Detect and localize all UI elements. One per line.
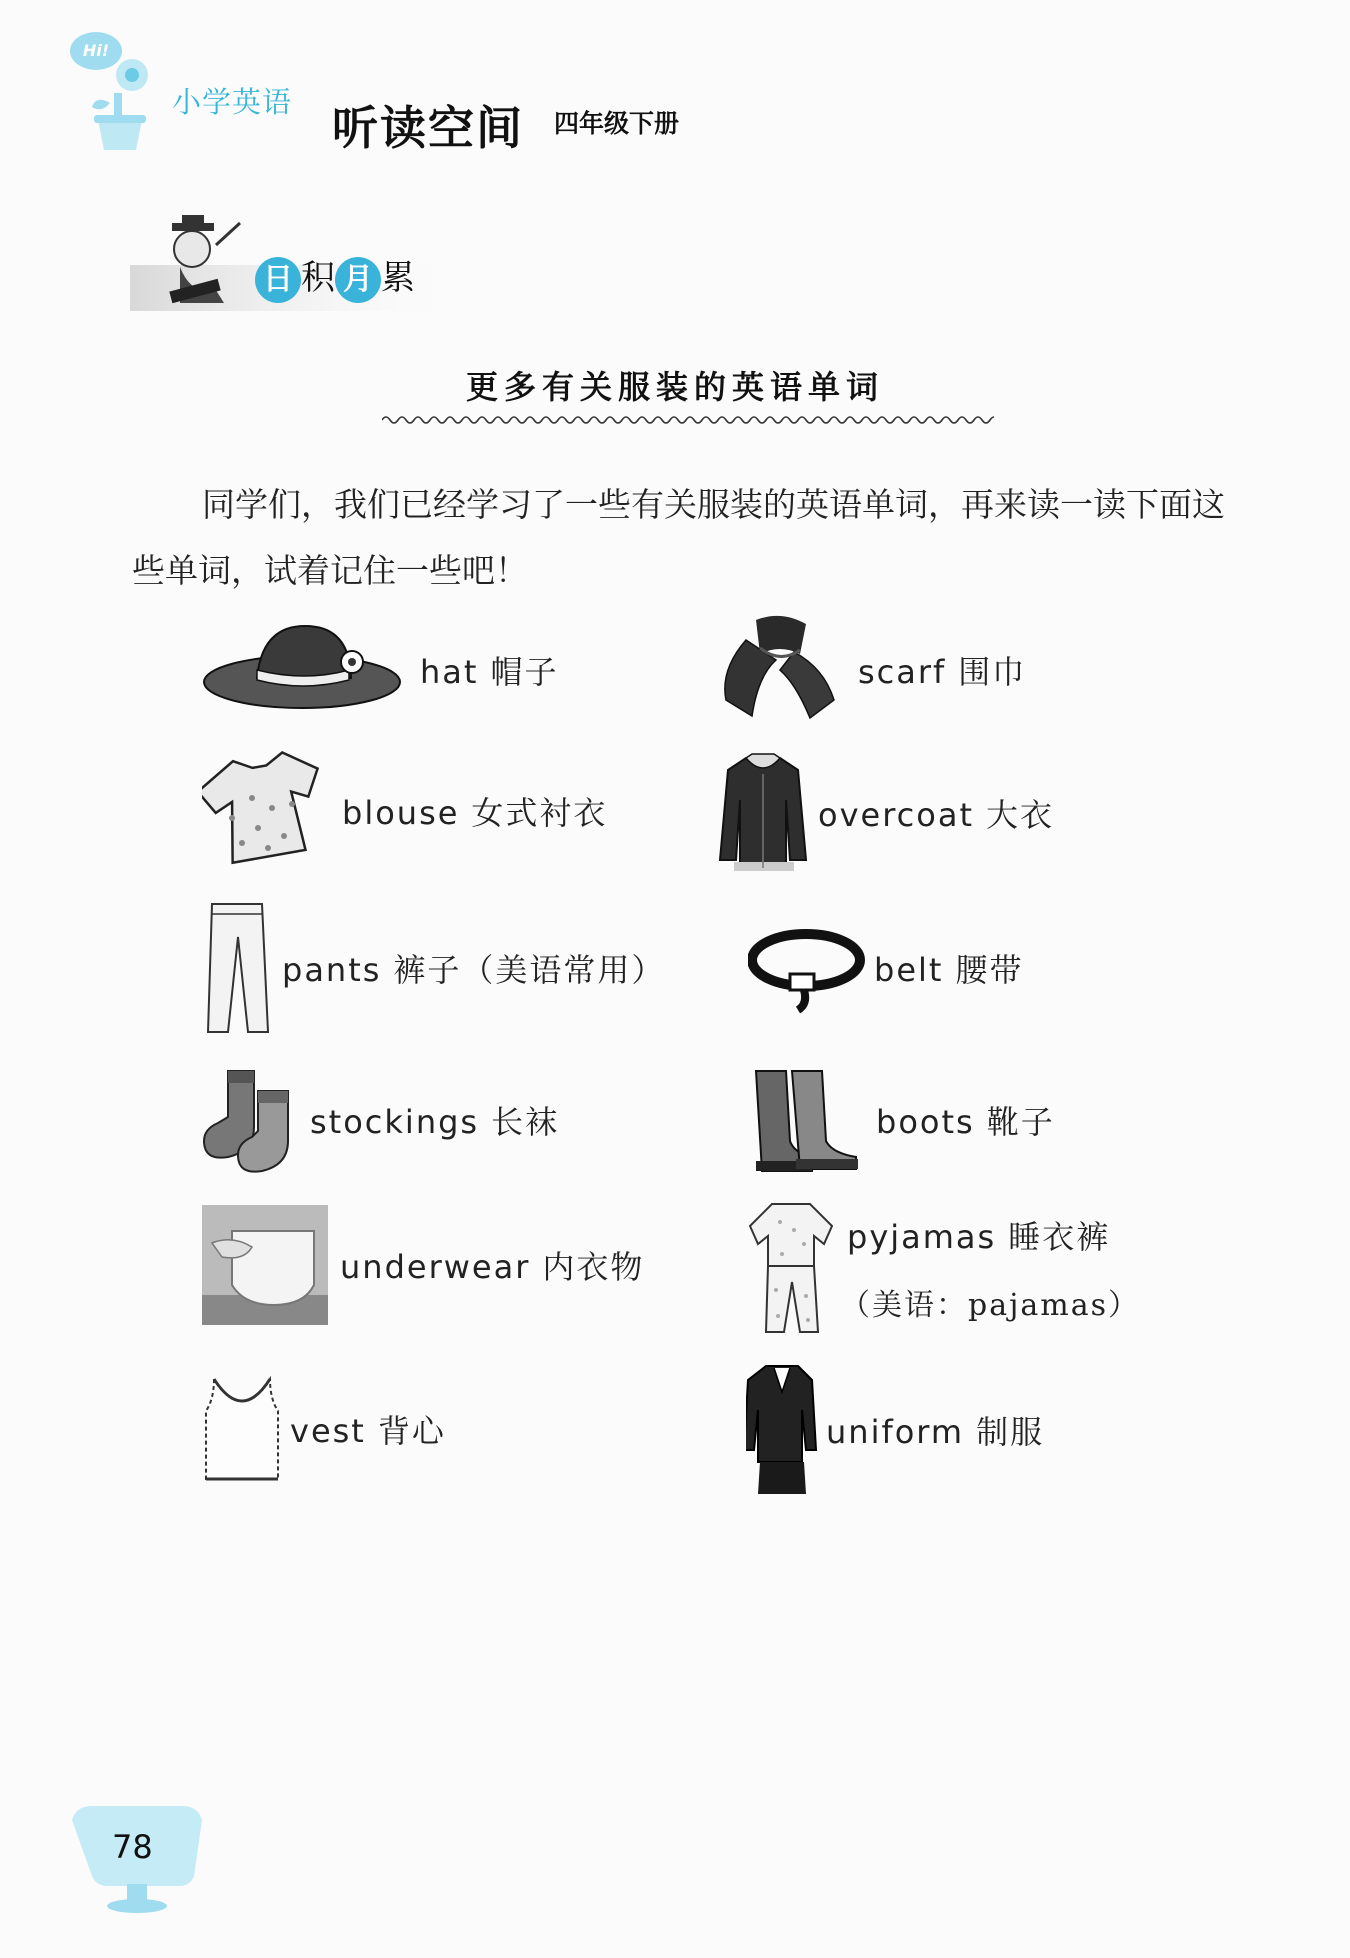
vocab-item-hat [202,620,558,720]
vocab-en-pyjamas: pyjamas [847,1218,997,1256]
vocab-en-scarf: scarf [858,652,947,691]
vocab-cn-blouse: 女式衬衣 [471,793,608,832]
intro-paragraph: 同学们，我们已经学习了一些有关服装的英语单词，再来读一读下面这些单词，试着记住一些吧！ [132,485,1225,590]
vocab-cn-stockings: 长袜 [491,1103,560,1141]
vocab-item-uniform [746,1362,1044,1498]
vocab-text-stockings [310,1097,559,1143]
vocab-en-vest: vest [290,1412,366,1450]
overcoat-icon [716,750,810,875]
hi-badge: Hi! [70,32,122,70]
vocab-item-overcoat [716,750,1054,875]
vocab-cn-hat: 帽子 [490,653,559,691]
vocab-cn-belt: 腰带 [955,951,1024,989]
topic-heading: 更多有关服装的英语单词 [465,368,884,406]
belt-icon [748,922,868,1014]
blouse-icon [202,748,332,873]
vocab-cn-underwear: 内衣物 [542,1248,645,1286]
vocab-text-blouse [342,788,607,834]
pants-icon [202,900,274,1035]
vocab-cn-pants: 裤子（美语常用） [393,950,666,989]
vocab-text-pyjamas [847,1212,1110,1258]
vocab-en-pants: pants [282,950,382,989]
vocab-text-vest [290,1406,446,1452]
vocab-en-uniform: uniform [826,1413,965,1451]
vocab-cn-vest: 背心 [377,1412,446,1450]
vocab-item-boots [752,1065,1055,1175]
vocab-en-hat: hat [420,653,479,691]
hat-icon [202,620,412,720]
vocab-note-pyjamas: （美语：pajamas） [840,1288,1141,1323]
underwear-icon [202,1205,328,1325]
vocab-cn-scarf: 围巾 [958,652,1027,691]
grade-label: 四年级下册 [554,109,680,138]
vocab-text-boots [876,1097,1055,1143]
vocab-text-hat [420,647,558,693]
vocab-cn-overcoat: 大衣 [985,795,1054,834]
vocab-item-scarf [716,612,1026,727]
vocab-en-stockings: stockings [310,1103,480,1141]
page-number: 78 [112,1828,153,1866]
vocab-en-underwear: underwear [340,1248,531,1286]
vocab-item-stockings [202,1065,559,1175]
brand-title: 听读空间 [332,101,524,155]
scarf-icon [716,612,846,727]
vocab-text-overcoat [818,790,1054,836]
stockings-icon [202,1065,302,1175]
vest-icon [202,1375,282,1483]
vocab-en-boots: boots [876,1103,975,1141]
section-char-1: 日 [255,257,301,303]
section-char-3: 月 [335,257,381,303]
vocab-en-overcoat: overcoat [818,795,974,834]
vocab-text-pants [282,945,665,991]
vocab-cn-boots: 靴子 [986,1103,1055,1141]
vocab-item-blouse [202,748,607,873]
pyjamas-icon [748,1200,834,1335]
vocab-text-underwear [340,1242,644,1288]
wavy-underline [382,412,994,428]
vocab-text-uniform [826,1407,1044,1453]
vocab-en-belt: belt [874,951,944,989]
uniform-icon [746,1362,818,1498]
vocab-text-belt [874,945,1023,991]
vocab-en-blouse: blouse [342,793,460,832]
section-title [255,250,415,303]
section-char-4: 累 [381,258,415,298]
vocab-text-scarf [858,647,1026,693]
series-name: 小学英语 [172,85,293,119]
section-char-2: 积 [301,258,335,298]
boots-icon [752,1065,864,1175]
vocab-cn-uniform: 制服 [976,1413,1045,1451]
vocab-item-vest [202,1375,446,1483]
vocab-item-underwear [202,1205,644,1325]
vocab-item-pants [202,900,665,1035]
vocab-cn-pyjamas: 睡衣裤 [1008,1218,1111,1256]
vocab-item-belt [748,922,1023,1014]
